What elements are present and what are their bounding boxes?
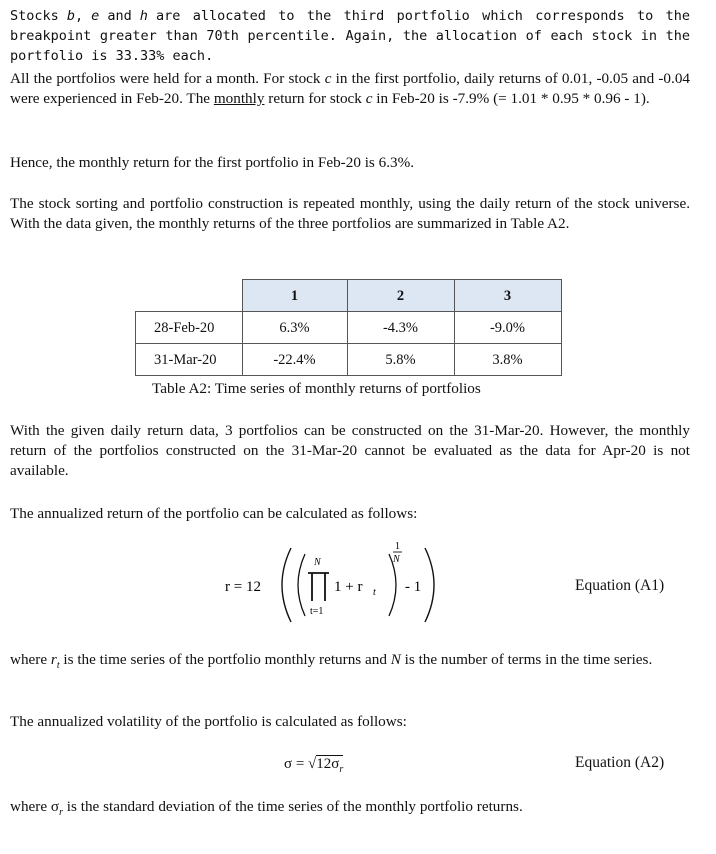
equation-a1-label: Equation (A1) — [575, 577, 665, 594]
table-caption: Table A2: Time series of monthly returns of portfolios — [152, 380, 481, 397]
eq1-inner-left-paren — [298, 554, 305, 616]
paragraph-where-sigma: where $\sigma_r$ is the standard deviation of the time series of the monthly portfolio returns. — [10, 798, 523, 819]
table-header-cell: 2 — [347, 280, 454, 312]
table-cell: 6.3% — [242, 312, 347, 344]
table-row — [136, 344, 562, 376]
table-cell: -22.4% — [242, 344, 347, 376]
table-date-cell: 31-Mar-20 — [136, 344, 243, 376]
eq1-exponent-denominator: N — [393, 554, 400, 565]
paragraph-annualized-volatility-intro: The annualized volatility of the portfolio is calculated as follows: — [10, 713, 407, 730]
table-header-row — [136, 280, 562, 312]
table-row — [136, 312, 562, 344]
paragraph-sorting-repeated: The stock sorting and portfolio construction is repeated monthly, using the daily return of the stock universe. With the data given, the monthly returns of the three portfolios are summarized in Table A2. — [10, 195, 690, 232]
eq1-lhs: r = 12 — [225, 579, 261, 595]
eq2-radicand: 12σ — [316, 756, 340, 772]
eq1-lower-limit: t=1 — [310, 606, 324, 617]
table-date-cell: 28-Feb-20 — [136, 312, 243, 344]
table-header-cell: 3 — [454, 280, 561, 312]
table-cell: 5.8% — [347, 344, 454, 376]
paragraph-first-portfolio-return: Hence, the monthly return for the first portfolio in Feb-20 is 6.3%. — [10, 154, 415, 171]
paragraph-holding-period: All the portfolios were held for a month. For stock c in the first portfolio, daily returns of 0.01, -0.05 and -0.04 were experienced in Feb-20. The monthly return for stock c in Feb-20 is -7.9% (= 1.01 * 0.95 * 0.96 - 1). — [10, 70, 691, 107]
equation-annualized-return — [225, 540, 465, 630]
table-cell: 3.8% — [454, 344, 561, 376]
eq1-outer-right-paren — [425, 548, 434, 622]
equation-a2-label: Equation (A2) — [575, 754, 665, 771]
paragraph-stock-allocation: Stocks b, e and h are allocated to the third portfolio which corresponds to the breakpoint greater than 70th percentile. Again, the allocation of each stock in the portfolio is 33.33% each. — [10, 8, 690, 64]
equation-annualized-volatility — [284, 754, 343, 780]
eq2-subscript: r — [339, 764, 344, 775]
product-icon — [308, 573, 329, 601]
paragraph-where-rt: where $r_t$ is the time series of the portfolio monthly returns and N is the number of terms in the time series. — [10, 651, 653, 672]
table-cell: -9.0% — [454, 312, 561, 344]
eq1-exponent-numerator: 1 — [395, 541, 400, 552]
eq1-term-subscript: t — [373, 587, 376, 598]
eq1-upper-limit: N — [314, 557, 321, 568]
paragraph-annualized-return-intro: The annualized return of the portfolio can be calculated as follows: — [10, 505, 418, 522]
sqrt-icon: √ — [308, 756, 317, 772]
paragraph-construction-note: With the given daily return data, 3 portfolios can be constructed on the 31-Mar-20. However, the monthly return of the portfolios constructed on the 31-Mar-20 cannot be evaluated as the data for Apr-20 is not available. — [10, 422, 690, 479]
eq1-term: 1 + r — [334, 579, 363, 595]
returns-table — [135, 279, 562, 376]
eq1-minus-one: - 1 — [405, 579, 422, 595]
table-corner-cell — [136, 280, 243, 312]
eq1-outer-left-paren — [282, 548, 291, 622]
table-cell: -4.3% — [347, 312, 454, 344]
eq2-lhs: σ = — [284, 756, 309, 772]
table-header-cell: 1 — [242, 280, 347, 312]
